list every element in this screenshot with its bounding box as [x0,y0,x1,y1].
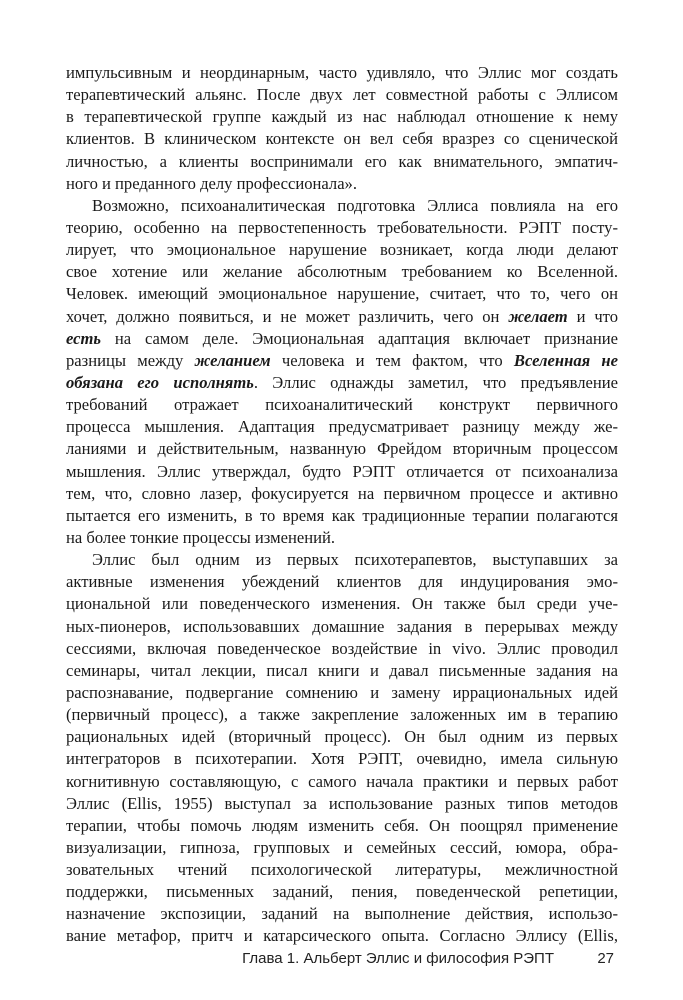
text-line: требований отражает психоаналитический конструкт первичного [66,395,618,415]
text-line: Возможно, психоаналитическая подготовка Эллиса повлияла на его [92,195,618,215]
text-line: вание метафор, притч и катарсического опыта. Согласно Эллису (Ellis, [66,926,618,946]
text-line: зовательных чтений психологической литературы, межличностной [66,860,618,880]
text-line: распознавание, подвергание сомнению и замену иррациональных идей [66,682,618,702]
text-line: Эллис был одним из первых психотерапевтов, выступавших за [92,550,618,570]
page-footer [66,950,618,972]
text-line: ных-пионеров, использовавших домашние задания в перерывах между [66,616,618,636]
text-line: интеграторов в психотерапии. Хотя РЭПТ, очевидно, имела сильную [66,749,618,769]
text-run: хочет, должно появиться, и не может различить, чего он [66,306,509,326]
text-line: когнитивную составляющую, с самого начала практики и первых работ [66,771,618,791]
page-number: 27 [597,950,614,967]
text-line [66,350,618,372]
text-line: лирует, что эмоциональное нарушение возникает, когда люди делают [66,240,618,260]
text-line: активные изменения убеждений клиентов для индуцирования эмо- [66,572,618,592]
body-text [66,62,618,948]
text-line: терапии, чтобы помочь людям изменить себя. Он поощрял применение [66,815,618,835]
text-line: процесса мышления. Адаптация предусматривает разницу между же- [66,417,618,437]
emphasis-text: Вселенная не [513,350,618,370]
text-run: . Эллис однажды заметил, что предъявление [253,372,618,392]
text-line: в терапевтической группе каждый из нас наблюдал отношение к нему [66,107,618,127]
emphasis-text: желает [508,306,568,326]
text-line: визуализации, гипноза, групповых и семейных сессий, юмора, обра- [66,837,618,857]
text-run: на самом деле. Эмоциональная адаптация включает признание [101,328,618,348]
text-run: разницы между [66,350,195,370]
text-line: Человек. имеющий эмоциональное нарушение, считает, что то, чего он [66,284,618,304]
running-head: Глава 1. Альберт Эллис и философия РЭПТ [242,950,554,967]
text-line: ланиями и действительным, названную Фрейдом вторичным процессом [66,439,618,459]
text-line: (первичный процесс), а также закрепление заложенных им в терапию [66,705,618,725]
text-line: рациональных идей (вторичный процесс). Он был одним из первых [66,727,618,747]
text-line: семинары, читал лекции, писал книги и давал письменные задания на [66,660,618,680]
text-line [66,328,618,350]
text-line: на более тонкие процессы изменений. [66,527,336,547]
emphasis-text: есть [66,328,102,348]
paragraph [66,195,618,549]
text-line: свое хотение или желание абсолютным требованием ко Вселенной. [66,262,618,282]
text-line: сессиями, включая поведенческое воздействие in vivo. Эллис проводил [66,638,618,658]
text-line: Эллис (Ellis, 1955) выступал за использование разных типов методов [66,793,618,813]
text-run: человека и тем фактом, что [270,350,514,370]
text-line: циональной или поведенческого изменения. Он также был среди уче- [66,594,618,614]
text-line: мышления. Эллис утверждал, будто РЭПТ отличается от психоанализа [66,461,618,481]
paragraph [66,549,618,948]
text-line: назначение экспозиции, заданий на выполнение действия, использо- [66,904,618,924]
text-line: пытается его изменить, в то время как традиционные терапии полагаются [66,505,618,525]
text-line: терапевтический альянс. После двух лет совместной работы с Эллисом [66,85,618,105]
text-line: поддержки, письменных заданий, пения, поведенческой репетиции, [66,882,618,902]
text-run: и что [567,306,618,326]
text-line: тем, что, словно лазер, фокусируется на первичном процессе и активно [66,483,618,503]
text-line [66,372,618,394]
paragraph [66,62,618,195]
text-line: ного и преданного делу профессионала». [66,173,357,193]
text-line: импульсивным и неординарным, часто удивляло, что Эллис мог создать [66,63,618,82]
text-line: клиентов. В клиническом контексте он вел себя вразрез со сценической [66,129,618,149]
emphasis-text: обязана его исполнять [66,372,254,392]
text-line [66,306,618,328]
emphasis-text: желанием [194,350,271,370]
text-line: теорию, особенно на первостепенность требовательности. РЭПТ посту- [66,217,618,237]
text-line: личностью, а клиенты воспринимали его как внимательного, эмпатич- [66,151,618,171]
